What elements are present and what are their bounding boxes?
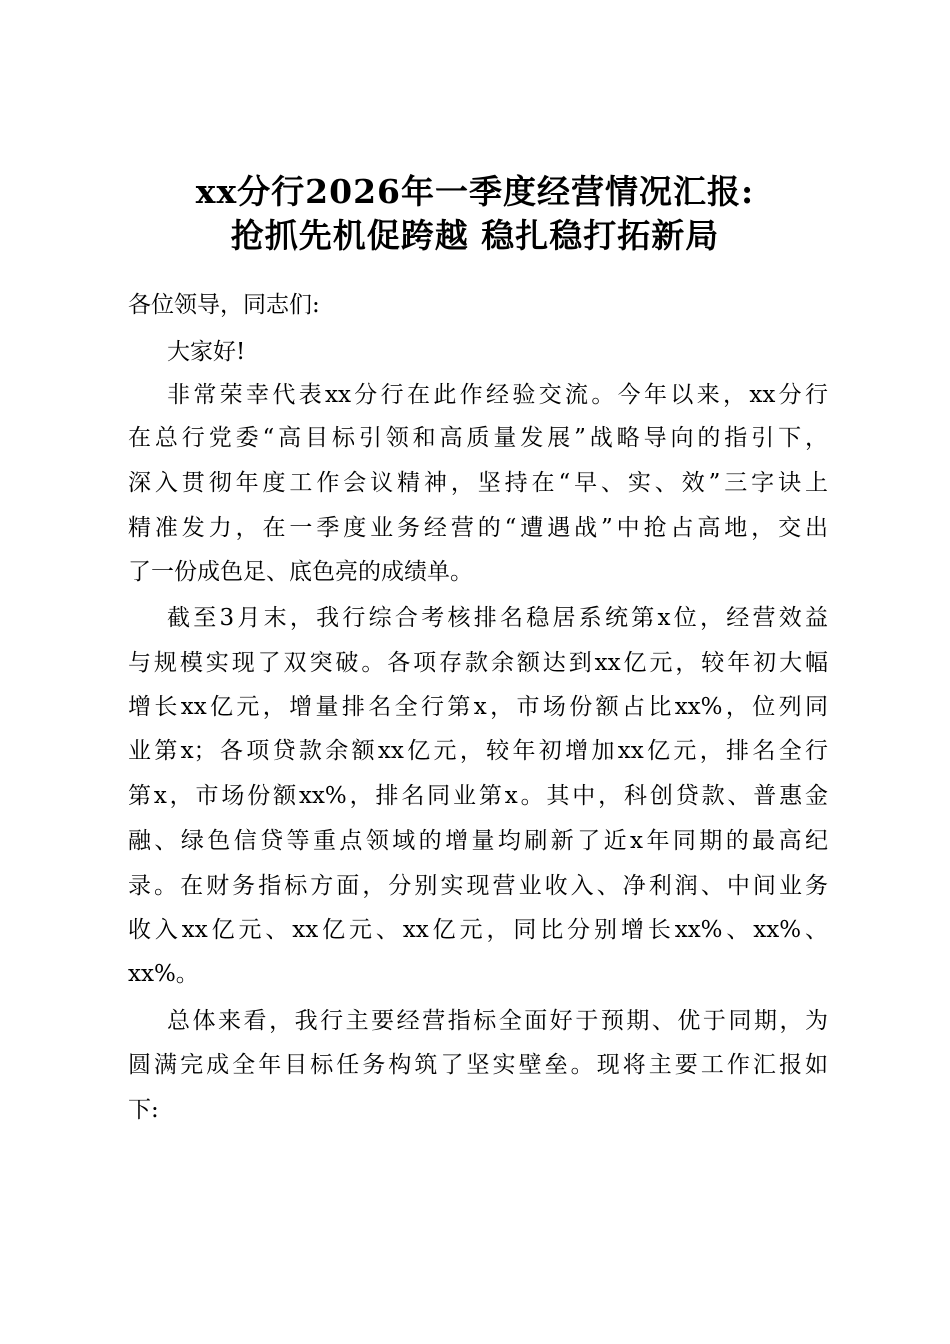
- document-title-line-2: 抢抓先机促跨越 稳扎稳打拓新局: [230, 216, 720, 255]
- paragraph-2-line-1: 截至3月末，我行综合考核排名稳居系统第x位，经营效益: [167, 605, 828, 631]
- document-title-line-1: xx分行2026年一季度经营情况汇报:: [195, 172, 755, 211]
- paragraph-1-line-5: 了一份成色足、底色亮的成绩单。: [128, 559, 473, 585]
- paragraph-2-line-8: 收入xx亿元、xx亿元、xx亿元，同比分别增长xx%、xx%、: [128, 917, 828, 943]
- paragraph-2-line-4: 业第x；各项贷款余额xx亿元，较年初增加xx亿元，排名全行: [128, 738, 828, 764]
- paragraph-2-line-3: 增长xx亿元，增量排名全行第x，市场份额占比xx%，位列同: [128, 694, 828, 720]
- paragraph-2-line-7: 录。在财务指标方面，分别实现营业收入、净利润、中间业务: [128, 873, 828, 899]
- paragraph-3-line-3: 下:: [128, 1097, 159, 1123]
- paragraph-1-line-4: 精准发力，在一季度业务经营的“遭遇战”中抢占高地，交出: [128, 515, 828, 541]
- paragraph-2-line-5: 第x，市场份额xx%，排名同业第x。其中，科创贷款、普惠金: [128, 783, 828, 809]
- greeting: 大家好!: [167, 339, 246, 365]
- salutation: 各位领导，同志们:: [128, 292, 320, 318]
- paragraph-2-line-9: xx%。: [128, 961, 199, 987]
- paragraph-2-line-6: 融、绿色信贷等重点领域的增量均刷新了近x年同期的最高纪: [128, 828, 828, 854]
- paragraph-1-line-1: 非常荣幸代表xx分行在此作经验交流。今年以来，xx分行: [167, 382, 828, 408]
- paragraph-1-line-2: 在总行党委“高目标引领和高质量发展”战略导向的指引下，: [128, 425, 828, 451]
- paragraph-3-line-1: 总体来看，我行主要经营指标全面好于预期、优于同期，为: [167, 1008, 828, 1034]
- paragraph-1-line-3: 深入贯彻年度工作会议精神，坚持在“早、实、效”三字诀上: [128, 470, 828, 496]
- paragraph-2-line-2: 与规模实现了双突破。各项存款余额达到xx亿元，较年初大幅: [128, 650, 828, 676]
- paragraph-3-line-2: 圆满完成全年目标任务构筑了坚实壁垒。现将主要工作汇报如: [128, 1052, 828, 1078]
